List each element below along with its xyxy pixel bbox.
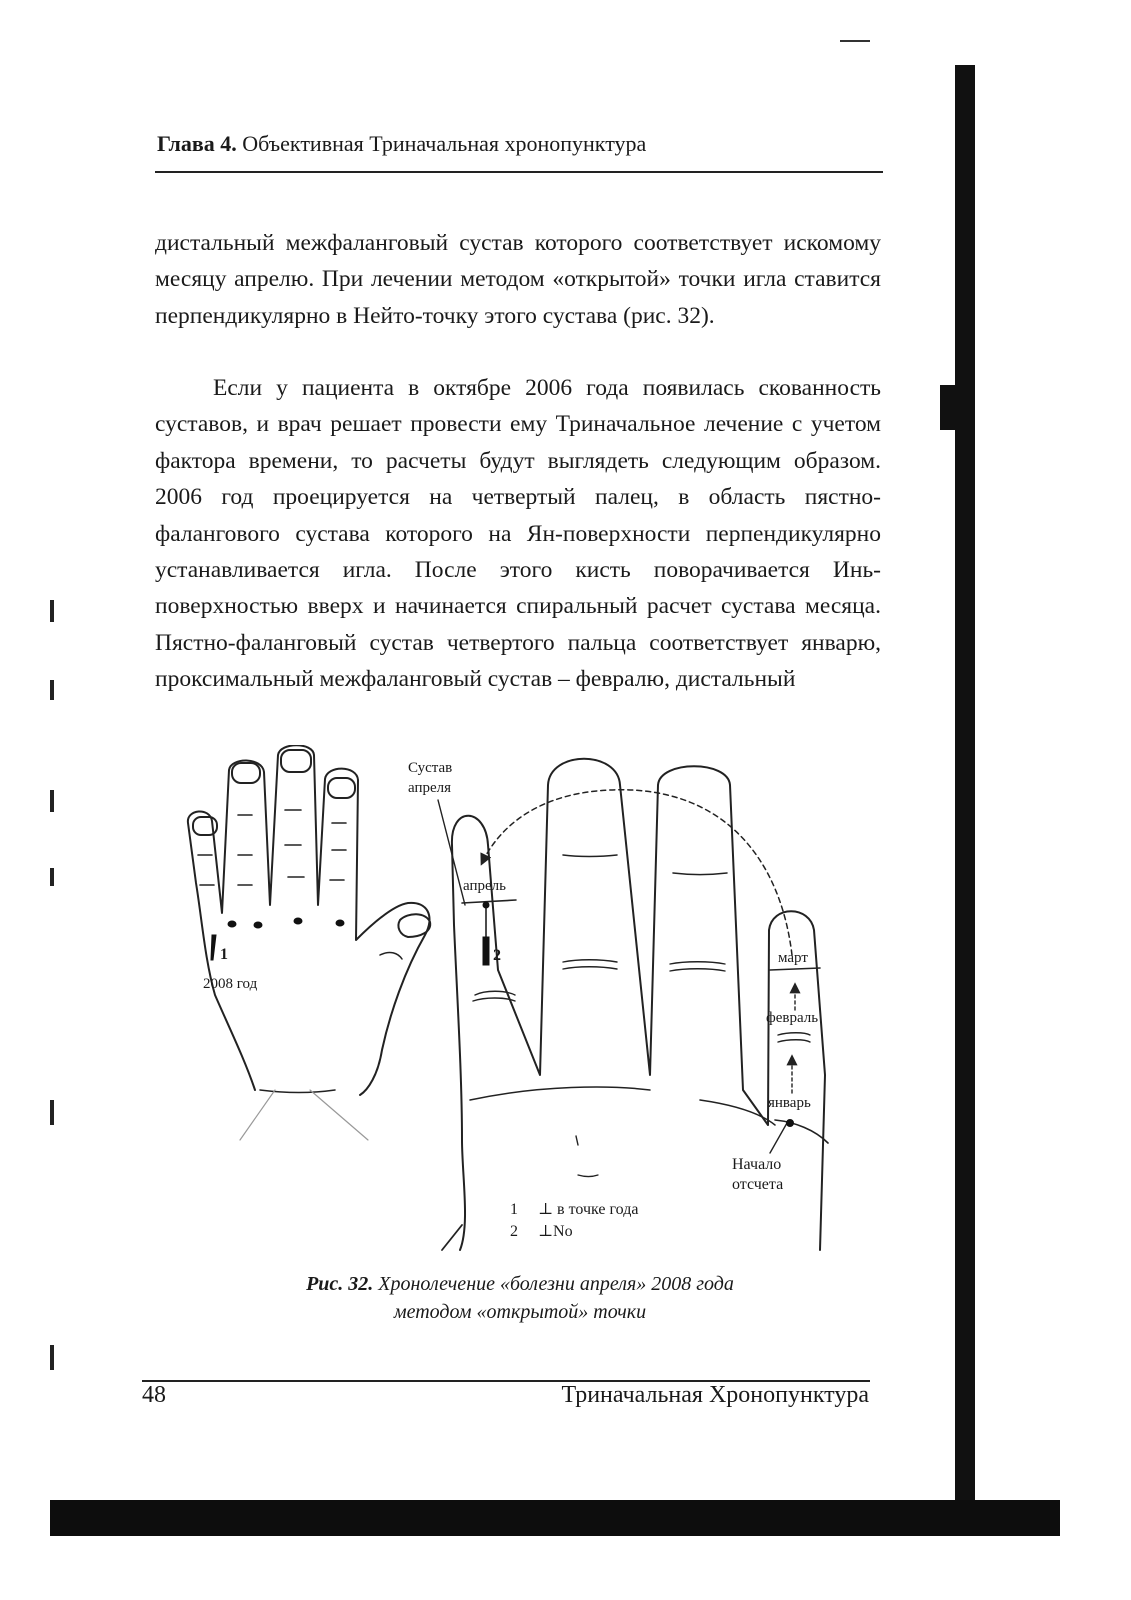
- year-label: 2008 год: [203, 976, 258, 992]
- needle-2-marker: [483, 937, 489, 965]
- chapter-label: Глава 4.: [157, 131, 237, 156]
- hands-diagram: [180, 745, 860, 1270]
- scan-edge-blob: [940, 385, 970, 430]
- needle-dot: [254, 922, 262, 928]
- start-label-line2: отсчета: [732, 1176, 784, 1193]
- chapter-header: [157, 130, 887, 158]
- label-january: январь: [768, 1095, 811, 1111]
- needle-dot: [228, 921, 236, 927]
- figure-32: [180, 745, 860, 1270]
- scan-tick: [50, 680, 54, 700]
- label-april: апрель: [463, 878, 506, 894]
- start-label-line1: Начало: [732, 1156, 782, 1173]
- scan-edge-shadow: [955, 65, 975, 1505]
- spiral-count-arrow: [482, 790, 792, 955]
- nail: [328, 778, 355, 798]
- label-february: февраль: [766, 1010, 819, 1026]
- legend-1-number: 1: [510, 1201, 518, 1218]
- legend-2-number: 2: [510, 1223, 518, 1240]
- legend-2-text: ⊥No: [538, 1223, 573, 1240]
- left-hand-outline: [188, 745, 430, 1095]
- paragraph-1: дистальный межфаланговый сустав которого соответствует искомому месяцу апрелю. При лечении методом «открытой» точки игла ставится перпендикулярно в Нейто-точку этого сустава (рис. 32).: [155, 230, 881, 329]
- caption-line2: методом «открытой» точки: [393, 1301, 647, 1323]
- callout-april-line1: Сустав: [408, 760, 453, 776]
- needle-dot: [336, 920, 344, 926]
- needle-1-marker: [211, 935, 216, 960]
- thumb-nail: [398, 914, 430, 937]
- right-marker-number: 2: [493, 947, 501, 964]
- start-point: [787, 1120, 794, 1127]
- scan-bottom-shadow: [50, 1500, 1060, 1536]
- scan-tick: [50, 1100, 54, 1125]
- page-number: 48: [142, 1382, 166, 1408]
- header-rule: [155, 171, 883, 173]
- paragraph-2: Если у пациента в октябре 2006 года появилась скованность суставов, и врач решает провести ему Триначальное лечение с учетом фактора времени, то расчеты будут выглядеть следующим образом. 2006 год проецируется на четвертый палец, в область пястно-фалангового сустава которого на Ян-поверхности перпендикулярно устанавливается игла. После этого кисть поворачивается Инь-поверхностью вверх и начинается спиральный расчет сустава месяца. Пястно-фаланговый сустав четвертого пальца соответствует январю, проксимальный межфаланговый сустав – февралю, дистальный: [155, 375, 881, 693]
- scan-tick: [50, 1345, 54, 1370]
- caption-line1: Хронолечение «болезни апреля» 2008 года: [378, 1273, 734, 1295]
- scan-tick: [50, 868, 54, 886]
- nail: [232, 763, 260, 783]
- scan-tick: [50, 790, 54, 812]
- caption-label: Рис. 32.: [306, 1273, 374, 1295]
- nail: [281, 750, 311, 772]
- scan-tick: [50, 600, 54, 622]
- scan-mark: [840, 40, 870, 42]
- chapter-title: Объективная Триначальная хронопунктура: [242, 131, 647, 156]
- needle-dot: [294, 918, 302, 924]
- footer-book-title: Триначальная Хронопунктура: [561, 1382, 869, 1408]
- left-marker-number: 1: [220, 946, 228, 963]
- legend-1-text: ⊥ в точке года: [538, 1201, 639, 1218]
- start-callout-line: [770, 1123, 787, 1153]
- callout-april-line2: апреля: [408, 780, 452, 796]
- label-march: март: [778, 950, 808, 966]
- callout-line: [438, 800, 465, 905]
- figure-caption: [180, 1270, 860, 1326]
